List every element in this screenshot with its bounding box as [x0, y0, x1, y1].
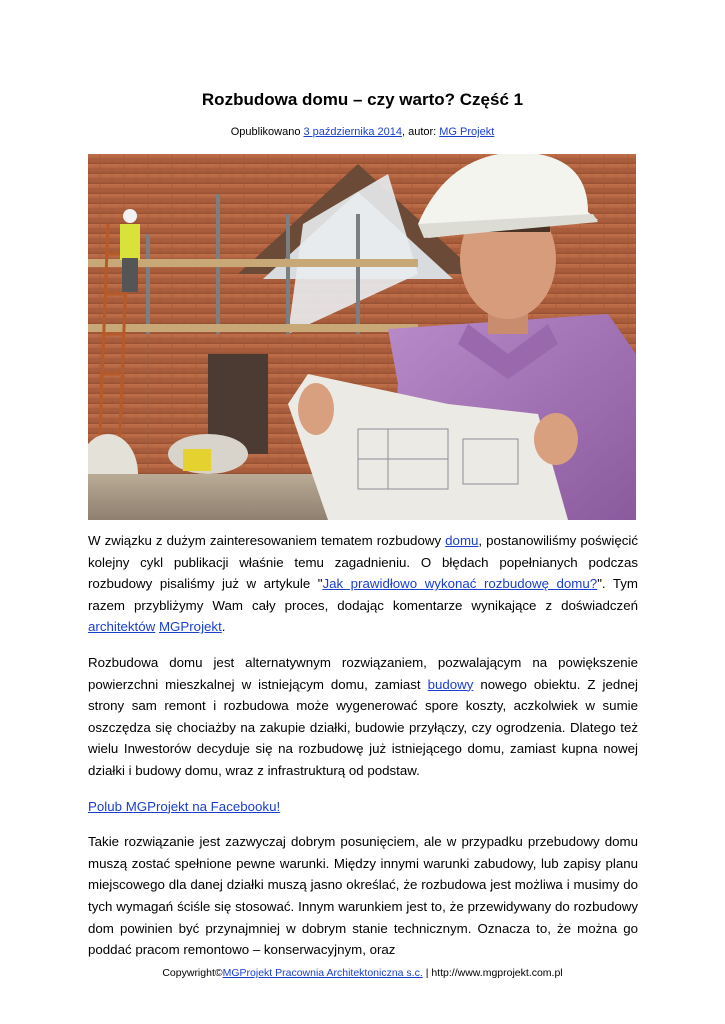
- meta-prefix: Opublikowano: [230, 126, 304, 138]
- footer-url: http://www.mgprojekt.com.pl: [431, 967, 563, 979]
- p1-text-a: W związku z dużym zainteresowaniem tematem rozbudowy: [88, 533, 446, 548]
- architects-link[interactable]: architektów: [88, 619, 156, 635]
- article-link[interactable]: Jak prawidłowo wykonać rozbudowę domu?: [322, 576, 598, 592]
- hero-image: [88, 154, 636, 520]
- paragraph-2: [88, 652, 638, 782]
- author-link[interactable]: MG Projekt: [439, 126, 495, 138]
- budowy-link[interactable]: budowy: [427, 676, 474, 692]
- footer-separator: |: [422, 967, 432, 979]
- p3-text: Takie rozwiązanie jest zazwyczaj dobrym posunięciem, ale w przypadku przebudowy domu muszą zostać spełnione pewne warunki. Między innymi warunki zabudowy, lub zapisy planu miejscowego dla danej działki muszą jasno określać, że rozbudowa jest możliwa i musimy do tych wymagań ściśle się stosować. Innym warunkiem jest to, że przewidywany do rozbudowy dom powinien być przynajmniej w dobrym stanie technicznym. Oznacza to, że można go poddać pracom remontowo – konserwacyjnym, oraz: [88, 834, 638, 958]
- company-link[interactable]: MGProjekt Pracownia Architektoniczna s.c.: [222, 967, 423, 979]
- post-meta: [0, 126, 725, 138]
- page-title: Rozbudowa domu – czy warto? Część 1: [201, 90, 524, 109]
- article-body: [88, 530, 638, 961]
- facebook-link[interactable]: Polub MGProjekt na Facebooku!: [88, 798, 281, 814]
- date-link[interactable]: 3 października 2014: [303, 126, 402, 138]
- mgprojekt-link[interactable]: MGProjekt: [158, 619, 222, 635]
- p1-text-c: ". Tym razem przybliżymy Wam cały proces, dodając komentarze wynikające z doświadczeń: [88, 576, 638, 613]
- p2-text-a: Rozbudowa domu jest alternatywnym rozwiązaniem, pozwalającym na powiększenie powierzchni mieszkalnej w istniejącym domu, zamiast: [88, 654, 638, 692]
- domu-link[interactable]: domu: [445, 533, 479, 548]
- construction-photo-icon: [88, 154, 636, 520]
- page-footer: [0, 967, 725, 979]
- paragraph-3: [88, 831, 638, 961]
- facebook-paragraph: [88, 796, 638, 818]
- p1-text-e: .: [221, 619, 226, 635]
- copyright-prefix: Copywright©: [162, 967, 223, 979]
- p1-text-b: , postanowiliśmy poświęcić kolejny cykl publikacji właśnie temu zagadnieniu. O błędach popełnianych podczas rozbudowy pisaliśmy już w artykule ": [88, 533, 638, 592]
- paragraph-1: [88, 530, 638, 638]
- meta-mid: , autor:: [401, 126, 440, 138]
- p2-text-b: nowego obiektu. Z jednej strony sam remont i rozbudowa może wygenerować spore koszty, aczkolwiek w sumie oszczędza się chociażby na zakupie działki, budowie przyłączy, czy ogrodzenia. Dlatego też wielu Inwestorów decyduje się na rozbudowę już istniejącego domu, zamiast kupna nowej działki i budowy domu, wraz z infrastrukturą od podstaw.: [88, 676, 638, 778]
